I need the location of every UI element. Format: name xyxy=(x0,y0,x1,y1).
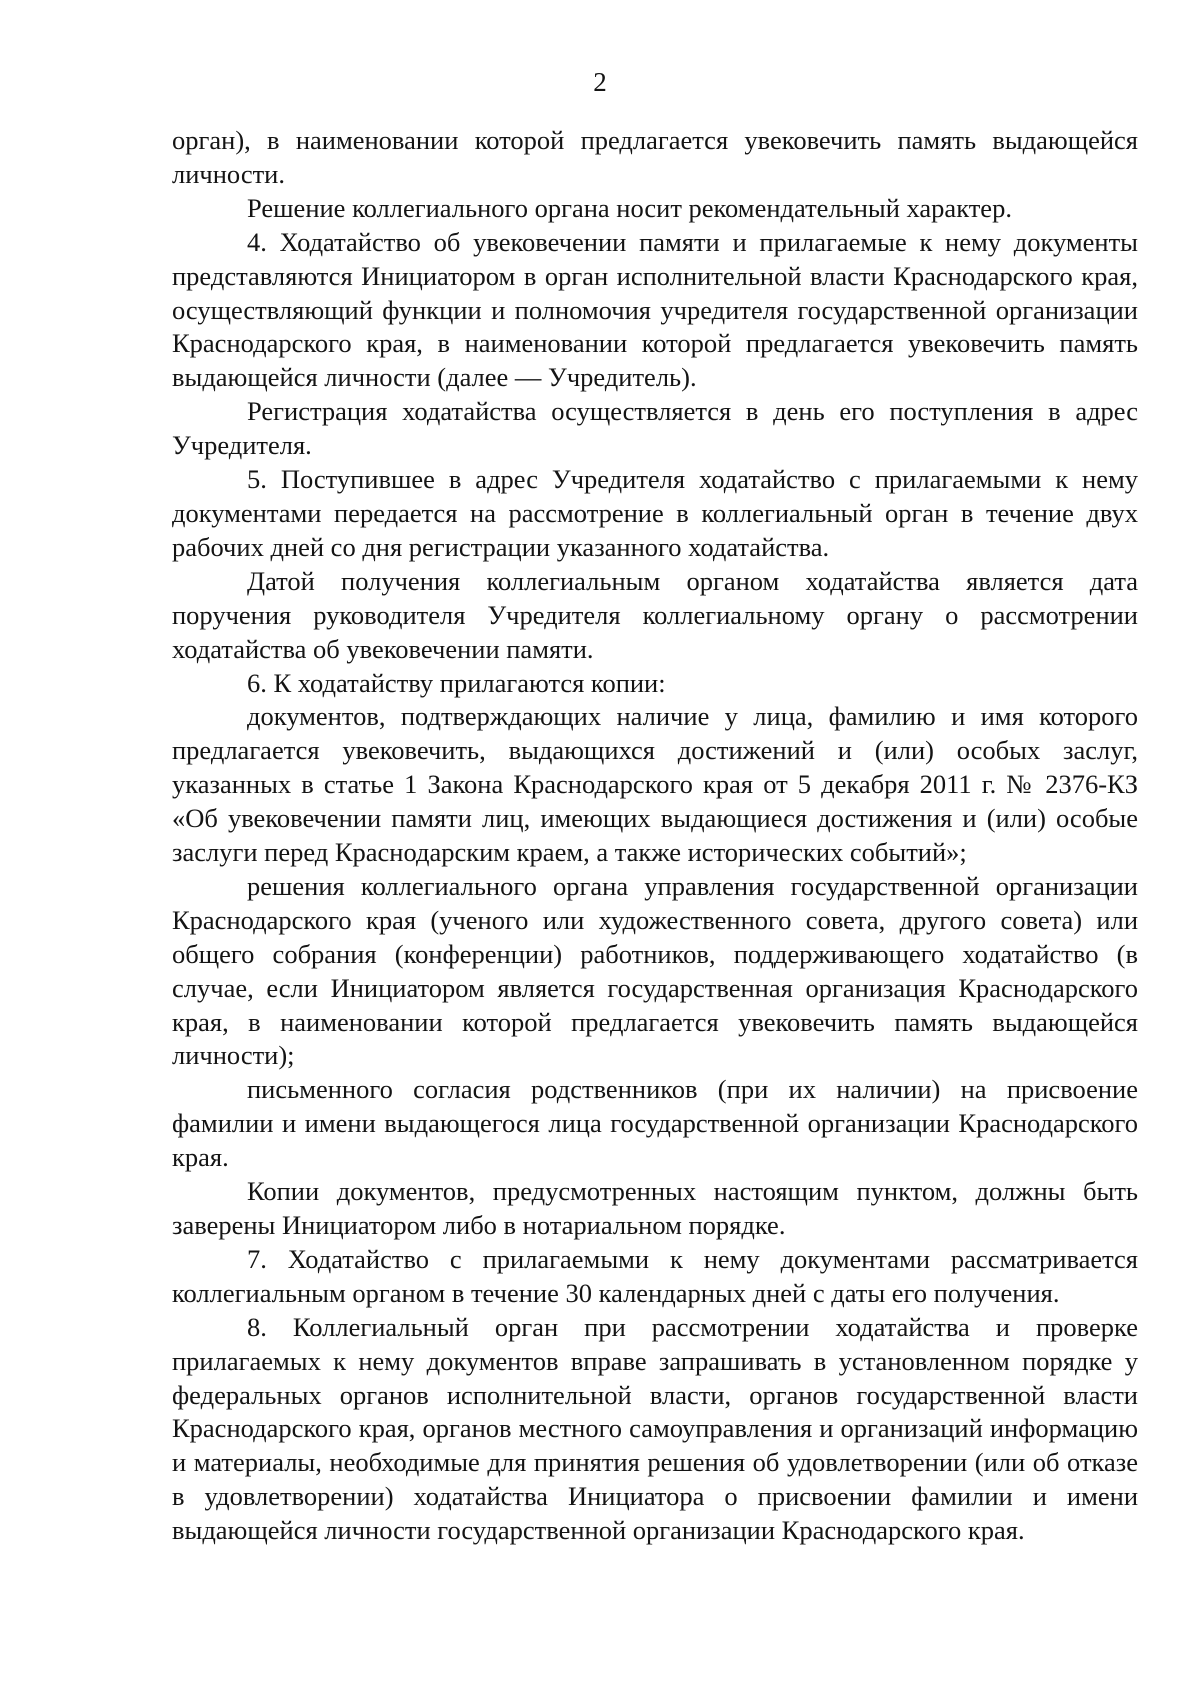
paragraph-documents-list: документов, подтверждающих наличие у лица, фамилию и имя которого предлагается увековечить, выдающихся достижений и (или) особых заслуг, указанных в статье 1 Закона Краснодарского края от 5 декабря 2011 г. № 2376-КЗ «Об увековечении памяти лиц, имеющих выдающиеся достижения и (или) особые заслуги перед Краснодарским краем, а также исторических событий»; xyxy=(172,701,1138,868)
paragraph-collegial-decision: решения коллегиального органа управления государственной организации Краснодарского края (ученого или художественного совета, другого совета) или общего собрания (конференции) работников, поддерживающего ходатайство (в случае, если Инициатором является государственная организация Краснодарского края, в наименовании которой предлагается увековечить память выдающейся личности); xyxy=(172,870,1138,1071)
paragraph-registration: Регистрация ходатайства осуществляется в день его поступления в адрес Учредителя. xyxy=(172,396,1138,461)
paragraph-item-8: 8. Коллегиальный орган при рассмотрении ходатайства и проверке прилагаемых к нему документов вправе запрашивать в установленном порядке у федеральных органов исполнительной власти, органов государственной власти Краснодарского края, органов местного самоуправления и организаций информацию и материалы, необходимые для принятия решения об удовлетворении (или об отказе в удовлетворении) ходатайства Инициатора о присвоении фамилии и имени выдающейся личности государственной организации Краснодарского края. xyxy=(172,1311,1138,1546)
paragraph-certified-copies: Копии документов, предусмотренных настоящим пунктом, должны быть заверены Инициатором либо в нотариальном порядке. xyxy=(172,1176,1138,1240)
paragraph-item-6: 6. К ходатайству прилагаются копии: xyxy=(247,667,666,698)
page-number: 2 xyxy=(593,67,607,97)
document-body xyxy=(172,124,1138,1548)
paragraph-item-4: 4. Ходатайство об увековечении памяти и прилагаемые к нему документы представляются Инициатором в орган исполнительной власти Краснодарского края, осуществляющий функции и полномочия учредителя государственной организации Краснодарского края, в наименовании которой предлагается увековечить память выдающейся личности (далее — Учредитель). xyxy=(172,226,1138,393)
paragraph-receipt-date: Датой получения коллегиальным органом ходатайства является дата поручения руководителя Учредителя коллегиальному органу о рассмотрении ходатайства об увековечении памяти. xyxy=(172,565,1138,664)
paragraph-item-7: 7. Ходатайство с прилагаемыми к нему документами рассматривается коллегиальным органом в течение 30 календарных дней с даты его получения. xyxy=(172,1243,1138,1308)
paragraph-relatives-consent: письменного согласия родственников (при их наличии) на присвоение фамилии и имени выдающегося лица государственной организации Краснодарского края. xyxy=(172,1074,1138,1173)
paragraph-decision-nature: Решение коллегиального органа носит рекомендательный характер. xyxy=(247,192,1012,223)
paragraph-item-5: 5. Поступившее в адрес Учредителя ходатайство с прилагаемыми к нему документами передается на рассмотрение в коллегиальный орган в течение двух рабочих дней со дня регистрации указанного ходатайства. xyxy=(172,464,1138,562)
paragraph-continuation: орган), в наименовании которой предлагается увековечить память выдающейся личности. xyxy=(172,125,1138,189)
